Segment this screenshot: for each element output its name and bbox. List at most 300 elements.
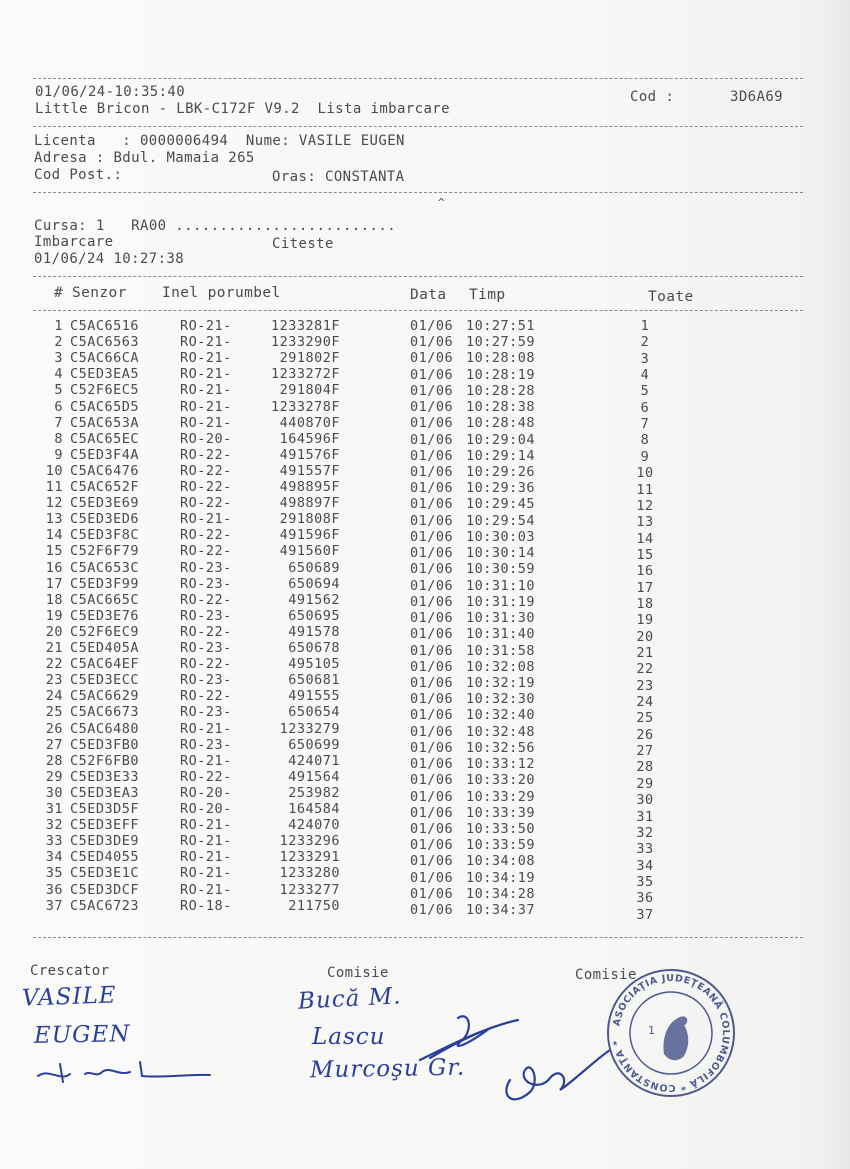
row-ring-prefix: RO-23- [180,640,232,656]
row-ring-prefix: RO-22- [180,623,232,640]
row-toate: 22 [636,661,654,678]
cursa-code: RA00 ......................... [131,218,397,234]
row-toate: 16 [636,563,654,580]
row-time: 10:29:26 [466,464,536,481]
row-senzor: C5AC6673 [70,704,140,721]
row-time: 10:29:54 [466,512,536,529]
signature-crescator-line1: VASILE [21,982,118,1012]
row-ring-prefix: RO-21- [180,752,232,769]
row-senzor: C5AC65EC [70,430,140,447]
row-number: 28 [45,752,63,769]
row-date: 01/06 [410,464,454,481]
row-ring-prefix: RO-22- [180,446,232,463]
row-toate: 10 [636,465,654,482]
row-time: 10:32:40 [466,707,536,724]
row-time: 10:31:19 [466,593,536,610]
row-toate: 13 [636,514,654,531]
row-ring-number: 424071 [288,752,340,769]
col-header-no: # [54,285,64,301]
row-ring-number: 491562 [288,591,340,608]
adresa-label: Adresa : [34,150,114,166]
row-time: 10:32:19 [466,674,536,691]
row-ring-number: 291804F [279,382,340,399]
table-row [0,559,850,580]
table-row [0,752,850,776]
row-date: 01/06 [410,382,454,399]
row-ring-prefix: RO-20- [180,801,232,817]
row-ring-prefix: RO-22- [180,688,232,705]
row-time: 10:32:48 [466,723,536,740]
row-number: 1 [54,318,63,334]
row-date: 01/06 [410,334,454,351]
table-row [0,398,850,416]
row-senzor: C5AC653A [70,414,140,431]
row-ring-number: 491578 [288,623,340,640]
imbarcare-datetime: 01/06/24 10:27:38 [34,251,185,267]
row-toate: 12 [636,497,654,514]
row-ring-number: 291802F [279,350,340,367]
row-toate: 7 [640,416,650,433]
row-time: 10:33:50 [466,820,536,837]
nume-label: Nume: [245,133,299,149]
row-time: 10:32:08 [466,658,536,675]
table-row [0,575,850,596]
row-senzor: C5AC665C [70,591,140,608]
row-number: 19 [45,607,63,624]
table-row [0,897,850,923]
col-header-timp: Timp [469,287,506,303]
col-header-toate: Toate [648,289,694,305]
row-ring-prefix: RO-21- [180,849,232,866]
row-time: 10:32:30 [466,691,536,708]
row-number: 27 [45,736,63,753]
row-number: 10 [45,462,63,479]
row-date: 01/06 [410,902,454,919]
row-ring-prefix: RO-21- [180,382,232,399]
row-senzor: C5ED405A [70,640,140,656]
row-number: 21 [45,640,63,656]
row-toate: 23 [636,677,654,694]
row-toate: 15 [636,546,654,563]
table-row [0,495,850,514]
row-senzor: C52F6EC5 [70,382,140,399]
row-ring-number: 1233281F [270,318,340,334]
table-row [0,511,850,531]
row-ring-number: 650654 [288,704,340,721]
row-senzor: C5ED3F99 [70,575,140,592]
row-date: 01/06 [410,853,454,870]
row-toate: 27 [636,743,654,760]
row-ring-prefix: RO-21- [180,720,232,737]
row-ring-number: 491576F [279,446,340,463]
row-senzor: C5AC65D5 [70,398,140,415]
row-number: 17 [45,575,63,592]
row-date: 01/06 [410,885,454,902]
row-ring-prefix: RO-20- [180,430,232,447]
table-row [0,736,850,760]
row-number: 9 [54,446,63,463]
row-senzor: C5AC6516 [70,318,140,334]
comisie-label-1: Comisie [327,965,389,981]
row-toate: 29 [636,775,654,792]
row-ring-prefix: RO-22- [180,591,232,608]
row-number: 34 [45,849,63,866]
row-ring-prefix: RO-22- [180,656,232,673]
stamp-text: ASOCIAŢIA JUDEŢEANĂ COLUMBOFILĂ * CONSTANŢA * [611,972,732,1094]
row-senzor: C5ED3F8C [70,527,140,544]
row-number: 5 [54,382,63,399]
row-date: 01/06 [410,837,454,854]
row-toate: 25 [636,710,654,727]
row-ring-number: 650689 [288,559,340,576]
separator-line [33,276,803,277]
row-senzor: C5AC6480 [70,720,140,737]
row-number: 4 [54,366,63,383]
row-ring-prefix: RO-21- [180,398,232,415]
row-ring-prefix: RO-22- [180,479,232,495]
row-time: 10:33:20 [466,772,536,789]
row-date: 01/06 [410,545,454,562]
row-number: 23 [45,672,63,689]
row-time: 10:31:40 [466,626,536,643]
row-ring-number: 1233278F [270,398,340,415]
oras-value: CONSTANTA [324,169,405,185]
table-row [0,607,850,629]
row-toate: 35 [636,873,654,890]
row-toate: 3 [640,350,650,367]
row-ring-prefix: RO-21- [180,817,232,834]
row-number: 15 [45,543,63,560]
row-time: 10:33:59 [466,837,536,854]
row-number: 29 [45,768,63,785]
row-date: 01/06 [410,772,454,789]
row-number: 8 [54,430,63,447]
row-date: 01/06 [410,626,454,643]
row-senzor: C52F6FB0 [70,752,140,769]
row-ring-prefix: RO-21- [180,511,232,528]
row-time: 10:28:38 [466,399,536,416]
table-row [0,656,850,678]
row-date: 01/06 [410,788,454,805]
row-ring-number: 164596F [279,430,340,447]
row-ring-number: 498897F [279,495,340,512]
row-ring-number: 491564 [288,768,340,785]
codpost-label: Cod Post.: [34,167,123,183]
row-number: 26 [45,720,63,737]
row-ring-prefix: RO-20- [180,784,232,801]
row-ring-number: 650695 [288,607,340,624]
row-senzor: C5AC6723 [70,897,140,914]
row-date: 01/06 [410,528,454,545]
row-number: 25 [45,704,63,721]
row-time: 10:30:14 [466,545,536,562]
row-time: 10:28:28 [466,382,536,399]
row-time: 10:32:56 [466,739,536,756]
table-row [0,720,850,743]
row-senzor: C5ED3D5F [70,801,140,817]
signature-scribble-comisie [400,1000,620,1110]
row-number: 13 [45,511,63,528]
table-row [0,350,850,367]
row-date: 01/06 [410,804,454,821]
col-header-inel: Inel porumbel [162,285,281,301]
row-toate: 31 [636,808,654,825]
table-row [0,768,850,792]
table-row [0,334,850,351]
separator-line [33,126,803,127]
row-time: 10:34:28 [466,885,536,902]
table-row [0,527,850,547]
row-date: 01/06 [410,512,454,529]
row-toate: 34 [636,857,654,874]
row-ring-prefix: RO-23- [180,575,232,592]
row-ring-number: 164584 [288,801,340,817]
row-ring-number: 291808F [279,511,340,528]
row-senzor: C5AC6563 [70,334,140,351]
table-row [0,414,850,433]
row-ring-number: 1233279 [279,720,340,737]
row-senzor: C5AC66CA [70,350,140,367]
row-ring-prefix: RO-21- [180,318,232,334]
row-ring-number: 491596F [279,527,340,544]
row-senzor: C5ED3E76 [70,607,140,624]
row-number: 30 [45,784,63,801]
row-number: 16 [45,559,63,576]
table-row [0,382,850,400]
row-number: 2 [54,334,63,351]
row-toate: 4 [640,367,650,384]
row-time: 10:28:48 [466,415,536,432]
table-row [0,623,850,645]
cursa-line [34,218,396,234]
row-ring-number: 1233296 [279,833,340,850]
row-toate: 33 [636,841,654,858]
table-row [0,704,850,727]
table-row [0,543,850,563]
oras-line [272,169,404,185]
row-ring-prefix: RO-23- [180,704,232,721]
row-number: 35 [45,865,63,882]
separator-line [33,310,803,311]
row-number: 6 [54,398,63,415]
row-number: 12 [45,495,63,512]
table-row [0,446,850,465]
crescator-label: Crescator [30,963,110,979]
table-row [0,688,850,711]
row-date: 01/06 [410,739,454,756]
row-ring-number: 491555 [288,688,340,705]
row-date: 01/06 [410,593,454,610]
row-toate: 32 [636,824,654,841]
citeste-label: Citeste [272,236,334,252]
row-ring-number: 1233277 [279,881,340,898]
row-senzor: C5ED3E33 [70,768,140,785]
row-ring-number: 1233290F [270,334,340,351]
row-ring-prefix: RO-22- [180,543,232,560]
row-number: 33 [45,833,63,850]
row-toate: 26 [636,726,654,743]
adresa-value: Bdul. Mamaia 265 [113,150,255,166]
row-ring-prefix: RO-22- [180,462,232,479]
signature-comisie-line2: Lascu [312,1024,386,1050]
row-date: 01/06 [410,431,454,448]
row-time: 10:34:08 [466,853,536,870]
row-ring-number: 1233280 [279,865,340,882]
row-ring-number: 650681 [288,672,340,689]
row-number: 3 [54,350,63,367]
row-time: 10:29:04 [466,431,536,448]
signature-comisie-line3: Murcoşu Gr. [309,1054,466,1084]
caret-mark: ^ [438,196,446,209]
row-toate: 19 [636,612,654,629]
row-number: 11 [45,479,63,495]
row-toate: 20 [636,628,654,645]
row-ring-prefix: RO-23- [180,559,232,576]
cod-label: Cod : [630,89,675,105]
row-date: 01/06 [410,350,454,367]
row-date: 01/06 [410,415,454,432]
row-date: 01/06 [410,366,454,383]
row-senzor: C5ED3EA5 [70,366,140,383]
row-toate: 1 [640,318,650,334]
row-time: 10:30:59 [466,561,536,578]
row-senzor: C52F6F79 [70,543,140,560]
row-toate: 28 [636,759,654,776]
row-time: 10:29:14 [466,447,536,464]
separator-line [33,78,803,79]
licenta-value: 0000006494 [139,133,229,149]
row-senzor: C5AC653C [70,559,140,576]
row-time: 10:33:29 [466,788,536,805]
row-time: 10:28:08 [466,350,536,367]
signature-scribble-crescator [30,1058,220,1088]
row-senzor: C52F6EC9 [70,623,140,640]
cod-value: 3D6A69 [730,89,783,105]
row-senzor: C5ED3FB0 [70,736,140,753]
signature-comisie-line1: Bucă M. [297,983,403,1015]
row-date: 01/06 [410,869,454,886]
row-senzor: C5ED3F4A [70,446,140,463]
row-ring-number: 440870F [279,414,340,431]
row-senzor: C5ED3E69 [70,495,140,512]
adresa-line [34,150,255,166]
row-ring-number: 211750 [288,897,340,914]
row-date: 01/06 [410,691,454,708]
row-ring-prefix: RO-23- [180,607,232,624]
row-number: 36 [45,881,63,898]
row-time: 10:31:58 [466,642,536,659]
row-ring-prefix: RO-21- [180,350,232,367]
table-row [0,318,850,334]
row-date: 01/06 [410,577,454,594]
row-toate: 21 [636,645,654,661]
row-senzor: C5ED3DCF [70,881,140,898]
row-ring-number: 650694 [288,575,340,592]
row-date: 01/06 [410,447,454,464]
row-senzor: C5AC64EF [70,656,140,673]
row-time: 10:31:30 [466,610,536,627]
row-toate: 36 [636,890,654,907]
row-senzor: C5AC6476 [70,462,140,479]
row-toate: 24 [636,694,654,711]
row-toate: 18 [636,595,654,612]
row-ring-prefix: RO-18- [180,897,232,914]
row-ring-number: 253982 [288,784,340,801]
row-time: 10:33:39 [466,804,536,821]
row-toate: 2 [640,334,650,351]
row-senzor: C5AC652F [70,479,140,495]
row-time: 10:27:51 [466,318,536,334]
row-ring-number: 424070 [288,817,340,834]
row-date: 01/06 [410,658,454,675]
row-ring-prefix: RO-21- [180,334,232,351]
nume-value: VASILE EUGEN [298,133,405,149]
row-date: 01/06 [410,480,454,497]
row-number: 37 [45,897,63,914]
row-toate: 17 [636,579,654,596]
table-row [0,640,850,661]
row-ring-prefix: RO-22- [180,527,232,544]
row-toate: 30 [636,792,654,809]
row-toate: 8 [640,432,650,449]
separator-line [33,937,803,938]
row-senzor: C5ED3EFF [70,817,140,834]
separator-line [33,192,803,193]
row-ring-prefix: RO-21- [180,414,232,431]
row-ring-prefix: RO-21- [180,881,232,898]
row-date: 01/06 [410,561,454,578]
row-number: 22 [45,656,63,673]
row-number: 18 [45,591,63,608]
row-ring-prefix: RO-23- [180,736,232,753]
cursa-value: 1 [95,218,105,234]
row-number: 24 [45,688,63,705]
report-title: Little Bricon - LBK-C172F V9.2 Lista imbarcare [35,101,450,117]
table-row [0,479,850,498]
row-number: 20 [45,623,63,640]
row-time: 10:29:45 [466,496,536,513]
row-ring-prefix: RO-22- [180,768,232,785]
row-ring-prefix: RO-21- [180,366,232,383]
row-number: 31 [45,801,63,817]
row-senzor: C5ED3ECC [70,672,140,689]
table-row [0,462,850,482]
row-ring-number: 1233272F [270,366,340,383]
row-time: 10:31:10 [466,577,536,594]
oras-label: Oras: [272,169,325,185]
row-time: 10:29:36 [466,480,536,497]
row-ring-prefix: RO-23- [180,672,232,689]
row-date: 01/06 [410,723,454,740]
row-senzor: C5ED3DE9 [70,833,140,850]
pigeon-emblem-icon [664,1016,689,1060]
row-senzor: C5ED3ED6 [70,511,140,528]
imbarcare-label: Imbarcare [34,234,114,250]
row-time: 10:34:37 [466,902,536,919]
row-time: 10:28:19 [466,366,536,383]
row-date: 01/06 [410,318,454,334]
table-row [0,672,850,694]
row-toate: 37 [636,906,654,923]
row-number: 7 [54,414,63,431]
row-ring-number: 498895F [279,479,340,495]
cursa-label: Cursa: [34,218,96,234]
row-toate: 11 [636,481,654,498]
row-date: 01/06 [410,674,454,691]
row-toate: 6 [640,399,650,416]
licenta-label: Licenta : [34,133,140,149]
row-ring-number: 491557F [279,462,340,479]
